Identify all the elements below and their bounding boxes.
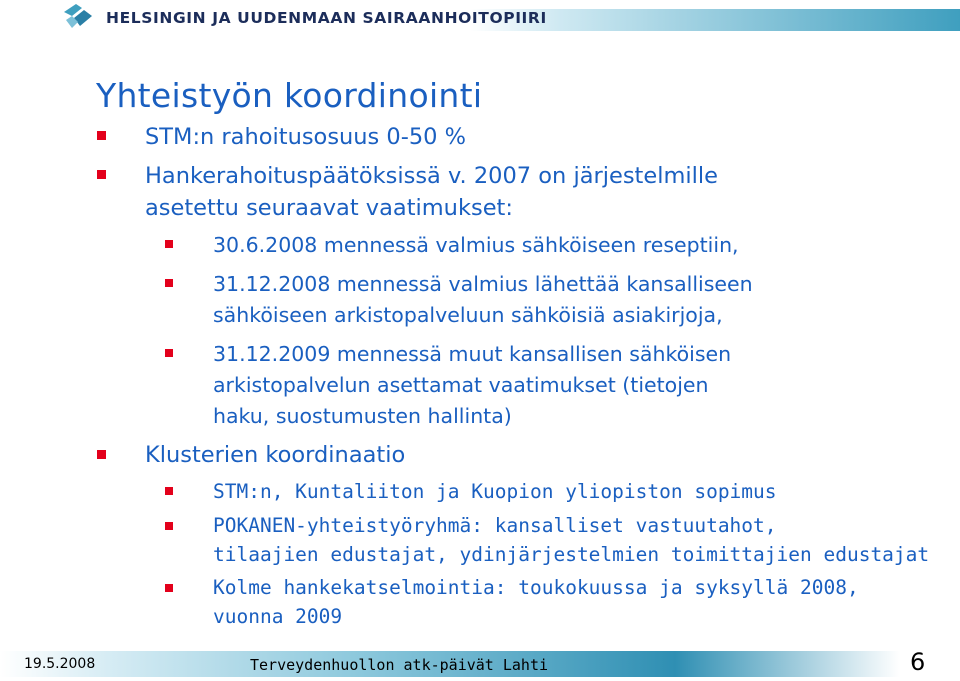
hus-logo-icon (62, 2, 94, 30)
sub-bullet-archive-line2: sähköiseen arkistopalveluun sähköisiä asiakirjoja, (213, 303, 723, 327)
footer-event-name: Terveydenhuollon atk-päivät Lahti (250, 656, 549, 674)
page-number: 6 (910, 648, 926, 676)
red-square-bullet-icon (97, 131, 106, 140)
bullet-cluster-coordination: Klusterien koordinaatio (145, 442, 406, 468)
sub-bullet-reviews-line1: Kolme hankekatselmointia: toukokuussa ja syksyllä 2008, (213, 576, 859, 599)
sub-bullet-requirements-line3: haku, suostumusten hallinta) (213, 404, 512, 428)
red-square-bullet-icon (165, 240, 173, 248)
slide-title: Yhteistyön koordinointi (96, 76, 483, 115)
sub-bullet-archive-line1: 31.12.2008 mennessä valmius lähettää kansalliseen (213, 272, 753, 296)
red-square-bullet-icon (165, 522, 173, 530)
sub-bullet-reviews-line2: vuonna 2009 (213, 605, 343, 628)
sub-bullet-requirements-line2: arkistopalvelun asettamat vaatimukset (tietojen (213, 373, 709, 397)
red-square-bullet-icon (165, 584, 173, 592)
sub-bullet-pokanen-line2: tilaajien edustajat, ydinjärjestelmien toimittajien edustajat (213, 543, 930, 566)
sub-bullet-requirements-line1: 31.12.2009 mennessä muut kansallisen sähköisen (213, 342, 732, 366)
slide-header (0, 0, 960, 42)
red-square-bullet-icon (165, 349, 173, 357)
red-square-bullet-icon (97, 450, 106, 459)
bullet-funding-decisions-line1: Hankerahoituspäätöksissä v. 2007 on järjestelmille (145, 163, 718, 189)
red-square-bullet-icon (165, 487, 173, 495)
red-square-bullet-icon (97, 170, 106, 179)
bullet-funding-decisions-line2: asetettu seuraavat vaatimukset: (145, 195, 513, 221)
organization-name: HELSINGIN JA UUDENMAAN SAIRAANHOITOPIIRI (106, 9, 547, 27)
red-square-bullet-icon (165, 279, 173, 287)
sub-bullet-e-prescription: 30.6.2008 mennessä valmius sähköiseen reseptiin, (213, 233, 739, 257)
bullet-funding-share: STM:n rahoitusosuus 0-50 % (145, 124, 467, 150)
sub-bullet-agreement: STM:n, Kuntaliiton ja Kuopion yliopiston sopimus (213, 480, 777, 503)
footer-date: 19.5.2008 (24, 656, 96, 672)
sub-bullet-pokanen-line1: POKANEN-yhteistyöryhmä: kansalliset vastuutahot, (213, 514, 777, 537)
